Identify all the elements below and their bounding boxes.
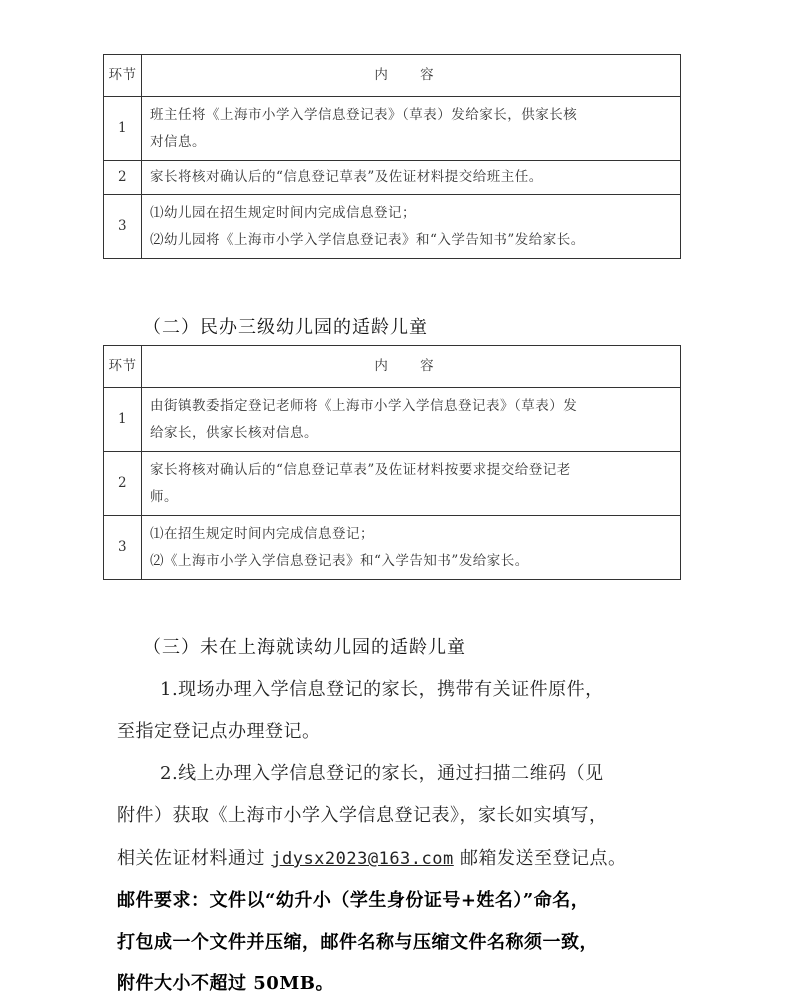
- table-row: [104, 388, 681, 452]
- section-2-title: （二）民办三级幼儿园的适龄儿童: [143, 317, 428, 338]
- requirement-line-1: 邮件要求：文件以“幼升小（学生身份证号+姓名）”命名，: [117, 890, 590, 911]
- header-content: 内 容: [142, 346, 681, 388]
- row-step: 1: [104, 388, 142, 452]
- row-line: ⑵《上海市小学入学信息登记表》和“入学告知书”发给家长。: [150, 552, 529, 569]
- row-line: 家长将核对确认后的“信息登记草表”及佐证材料提交给班主任。: [150, 169, 543, 185]
- table-row: [104, 161, 681, 195]
- row-content: [142, 516, 681, 580]
- requirement-line-2: 打包成一个文件并压缩，邮件名称与压缩文件名称须一致，: [117, 932, 598, 953]
- row-line: ⑵幼儿园将《上海市小学入学信息登记表》和“入学告知书”发给家长。: [150, 231, 585, 248]
- row-line: 给家长，供家长核对信息。: [150, 424, 318, 441]
- section-3-title: （三）未在上海就读幼儿园的适龄儿童: [143, 637, 466, 658]
- row-line: ⑴幼儿园在招生规定时间内完成信息登记；: [150, 204, 416, 221]
- process-table-2: [103, 345, 681, 580]
- row-content: [142, 195, 681, 259]
- table-row: [104, 516, 681, 580]
- row-line: 班主任将《上海市小学入学信息登记表》（草表）发给家长，供家长核: [150, 106, 578, 123]
- paragraph-1-line-2: 至指定登记点办理登记。: [117, 721, 321, 742]
- row-line: 师。: [150, 488, 178, 505]
- header-step: 环节: [104, 55, 142, 97]
- header-content: 内 容: [142, 55, 681, 97]
- process-table-1: [103, 54, 681, 259]
- paragraph-2-line-3: [117, 849, 692, 869]
- requirement-line-3: 附件大小不超过 50MB。: [117, 973, 334, 994]
- paragraph-2-line-2: 附件）获取《上海市小学入学信息登记表》，家长如实填写，: [117, 805, 608, 826]
- row-line: 对信息。: [150, 133, 206, 150]
- row-step: 3: [104, 516, 142, 580]
- row-content: [142, 388, 681, 452]
- row-step: 2: [104, 161, 142, 195]
- row-step: 1: [104, 97, 142, 161]
- table-row: [104, 97, 681, 161]
- paragraph-1-line-1: 1.现场办理入学信息登记的家长，携带有关证件原件，: [160, 679, 604, 700]
- row-line: 家长将核对确认后的“信息登记草表”及佐证材料按要求提交给登记老: [150, 461, 571, 478]
- table-row: [104, 452, 681, 516]
- email-link[interactable]: jdysx2023@163.com: [271, 849, 454, 869]
- row-step: 2: [104, 452, 142, 516]
- row-content: [142, 97, 681, 161]
- header-step: 环节: [104, 346, 142, 388]
- paragraph-2-line-3-start: 相关佐证材料通过: [117, 848, 272, 869]
- row-content: [142, 452, 681, 516]
- row-line: ⑴在招生规定时间内完成信息登记；: [150, 525, 374, 542]
- row-content: [142, 161, 681, 195]
- table-row: [104, 195, 681, 259]
- row-line: 由街镇教委指定登记老师将《上海市小学入学信息登记表》（草表）发: [150, 397, 578, 414]
- paragraph-2-line-1: 2.线上办理入学信息登记的家长，通过扫描二维码（见: [160, 763, 604, 784]
- row-step: 3: [104, 195, 142, 259]
- paragraph-2-line-3-end: 邮箱发送至登记点。: [453, 848, 627, 869]
